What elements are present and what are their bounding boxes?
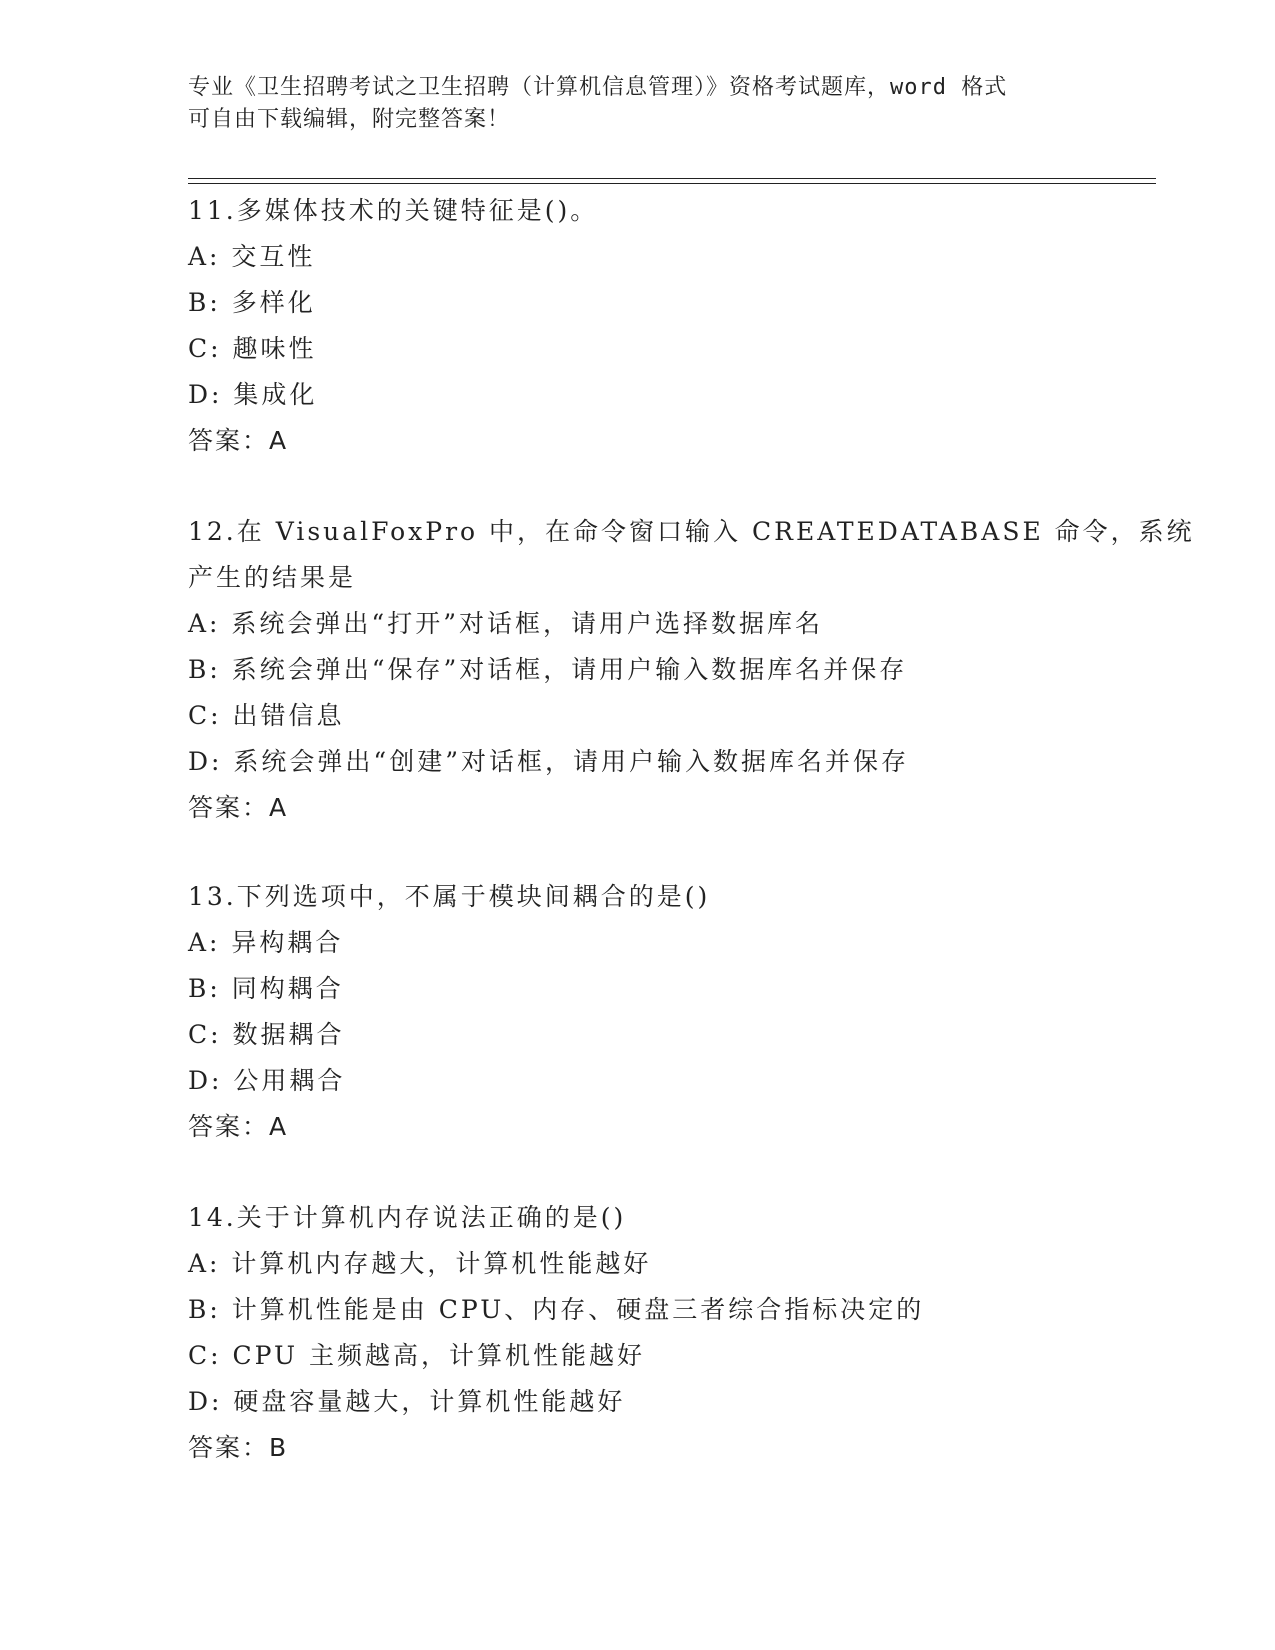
- option-a: A: 交互性: [188, 242, 316, 271]
- question-12: [188, 509, 1195, 831]
- question-stem: 12.在 VisualFoxPro 中，在命令窗口输入 CREATEDATABASE 命令，系统: [188, 517, 1195, 546]
- answer-line: 答案：A: [188, 793, 289, 822]
- option-d: D: 公用耦合: [188, 1066, 346, 1095]
- option-b: B: 系统会弹出“保存”对话框，请用户输入数据库名并保存: [188, 655, 908, 684]
- option-b: B: 多样化: [188, 288, 316, 317]
- option-d: D: 系统会弹出“创建”对话框，请用户输入数据库名并保存: [188, 747, 909, 776]
- option-a: A: 系统会弹出“打开”对话框，请用户选择数据库名: [188, 609, 823, 638]
- answer-line: 答案：B: [188, 1433, 289, 1462]
- answer-line: 答案：A: [188, 1112, 289, 1141]
- option-b: B: 计算机性能是由 CPU、内存、硬盘三者综合指标决定的: [188, 1295, 925, 1324]
- option-c: C: 数据耦合: [188, 1020, 345, 1049]
- option-a: A: 异构耦合: [188, 928, 344, 957]
- option-c: C: 出错信息: [188, 701, 345, 730]
- document-header: [188, 72, 1088, 136]
- question-stem-continued: 产生的结果是: [188, 563, 357, 592]
- header-line-1: 专业《卫生招聘考试之卫生招聘（计算机信息管理）》资格考试题库，word 格式: [188, 75, 1008, 100]
- header-divider-top: [188, 178, 1156, 179]
- question-14: [188, 1195, 1148, 1471]
- question-11: [188, 188, 1148, 464]
- option-c: C: CPU 主频越高，计算机性能越好: [188, 1341, 646, 1370]
- option-d: D: 硬盘容量越大，计算机性能越好: [188, 1387, 626, 1416]
- answer-line: 答案：A: [188, 426, 289, 455]
- option-a: A: 计算机内存越大，计算机性能越好: [188, 1249, 652, 1278]
- question-stem: 13.下列选项中，不属于模块间耦合的是(): [188, 882, 711, 911]
- option-d: D: 集成化: [188, 380, 318, 409]
- option-c: C: 趣味性: [188, 334, 317, 363]
- header-divider-bottom: [188, 183, 1156, 184]
- question-stem: 11.多媒体技术的关键特征是()。: [188, 196, 599, 225]
- header-line-2: 可自由下载编辑，附完整答案！: [188, 107, 511, 132]
- question-stem: 14.关于计算机内存说法正确的是(): [188, 1203, 627, 1232]
- option-b: B: 同构耦合: [188, 974, 344, 1003]
- question-13: [188, 874, 1148, 1150]
